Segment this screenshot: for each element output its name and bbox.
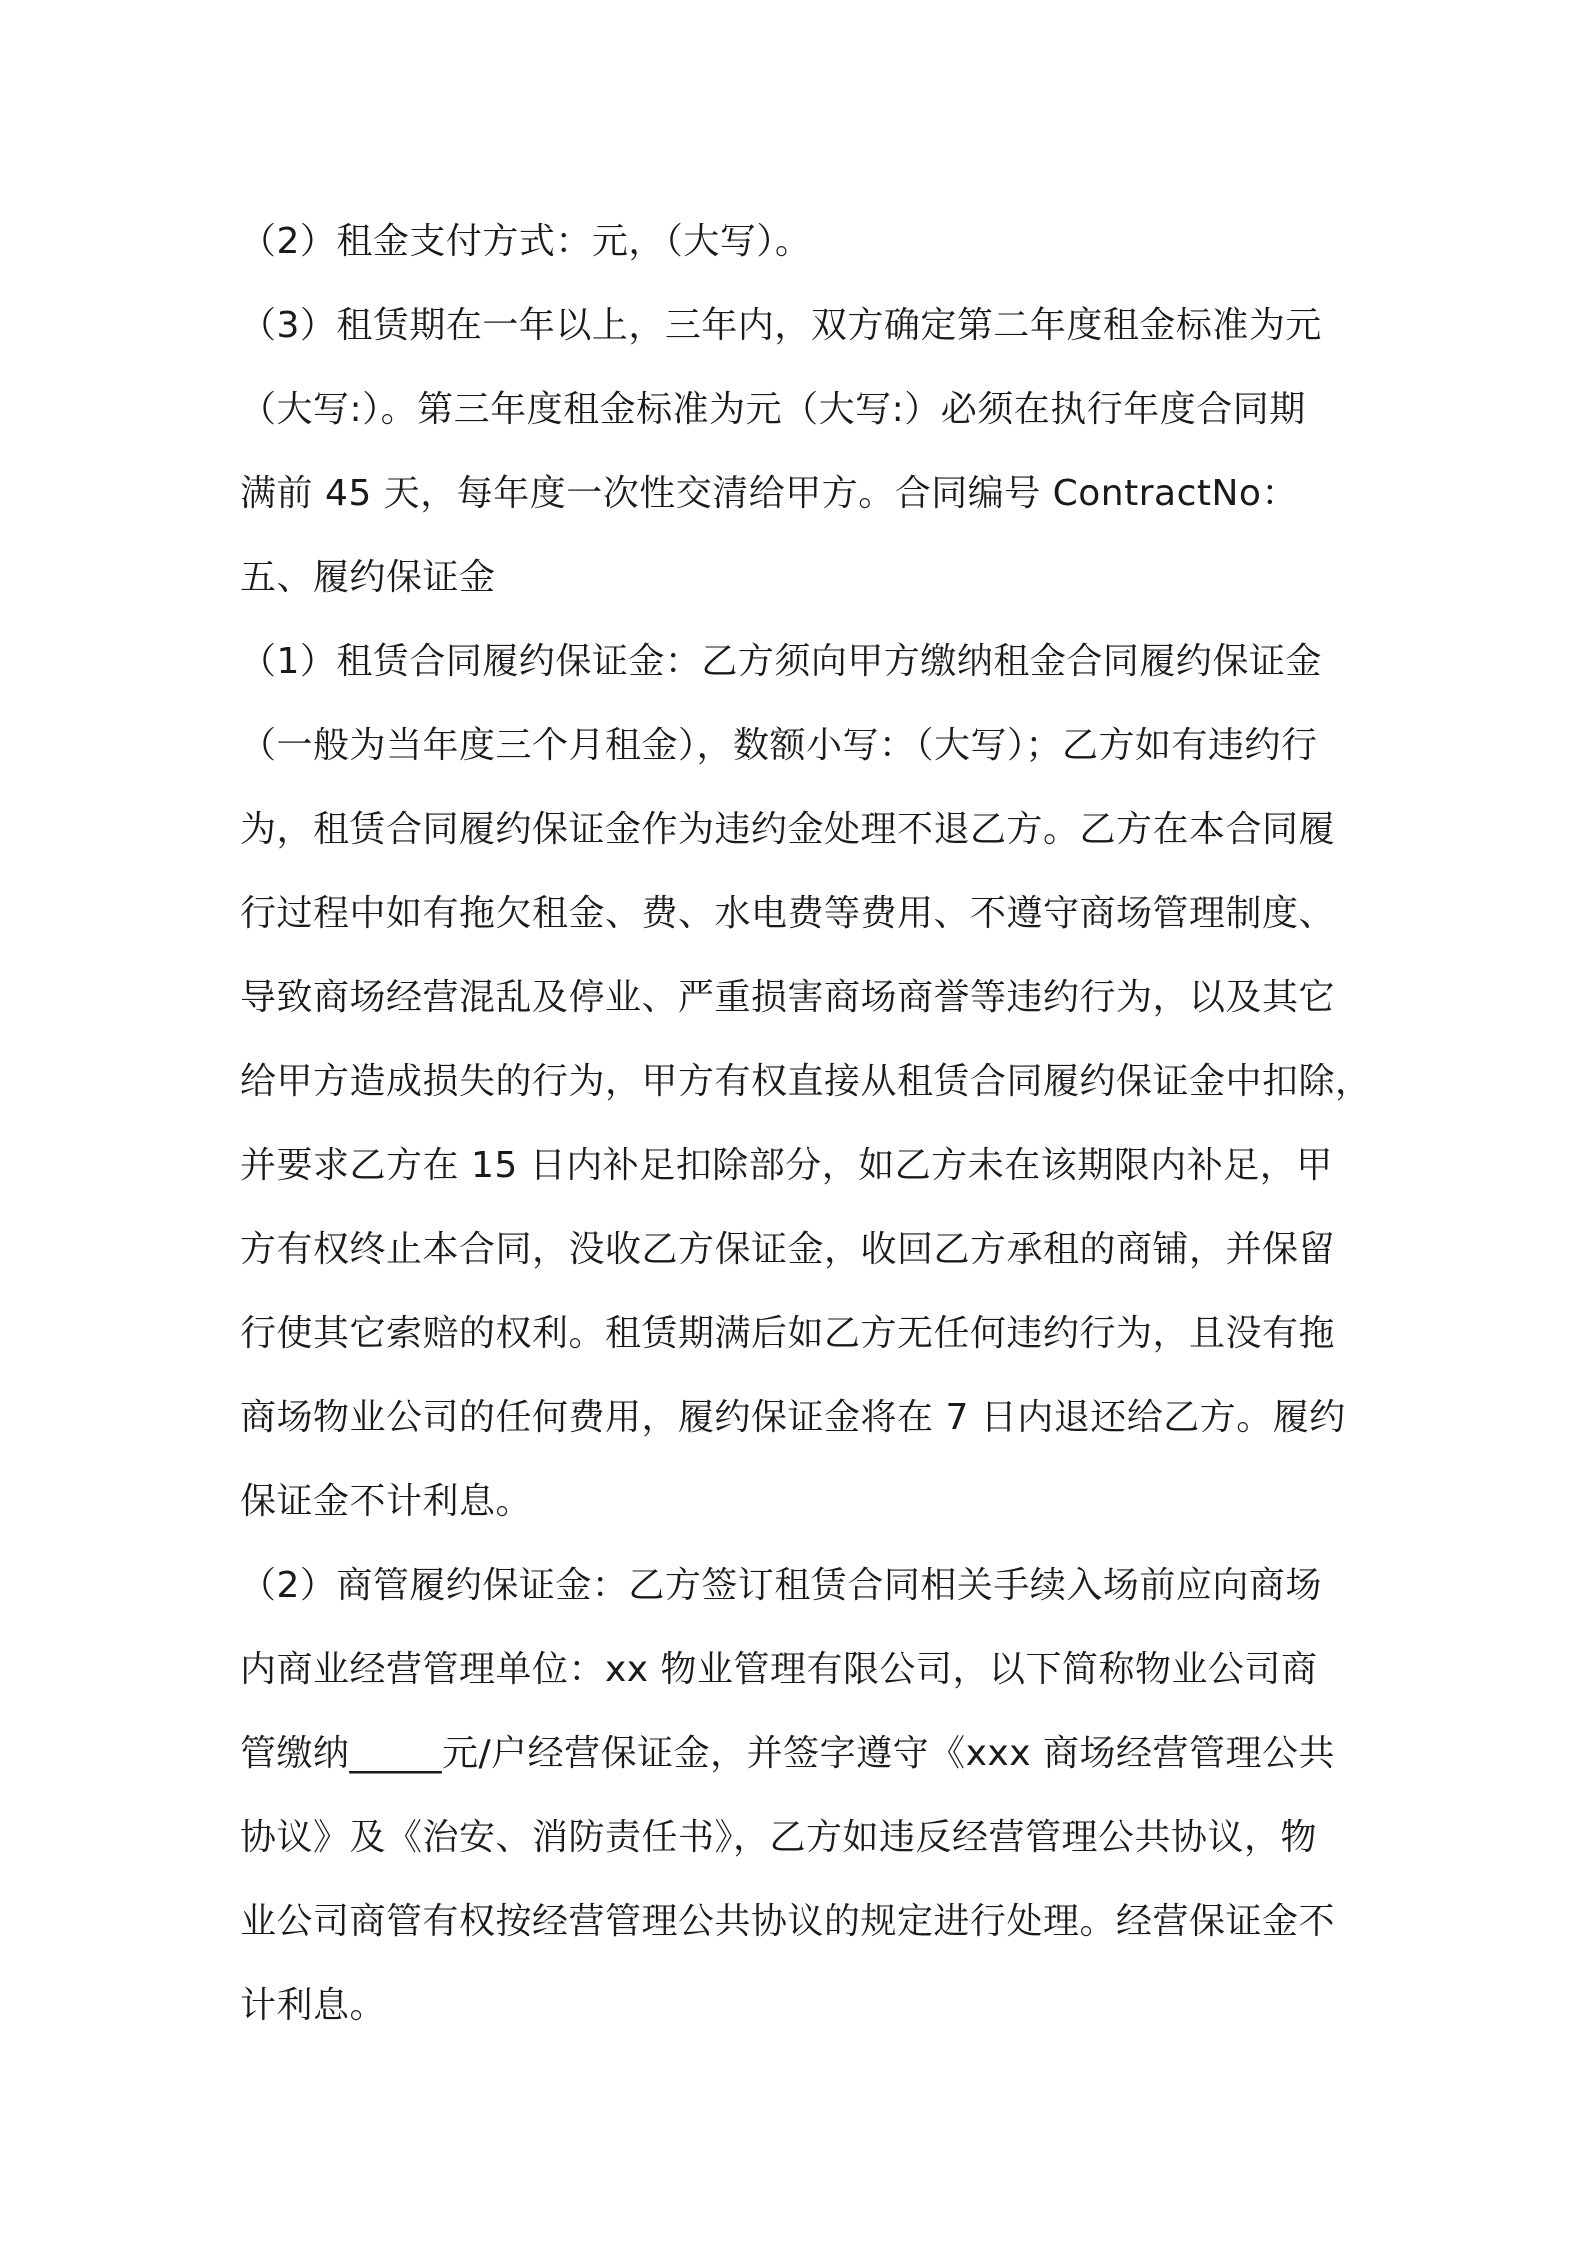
text-line-deposit: （1）租赁合同履约保证金：乙方须向甲方缴纳租金合同履约保证金 <box>240 641 1322 682</box>
text-line: 导致商场经营混乱及停业、严重损害商场商誉等违约行为，以及其它 <box>240 977 1336 1018</box>
text-line: 计利息。 <box>240 1985 387 2026</box>
text-line: 协议》及《治安、消防责任书》，乙方如违反经营管理公共协议，物 <box>240 1817 1318 1858</box>
text-line: 商场物业公司的任何费用，履约保证金将在 7 日内退还给乙方。履约 <box>240 1397 1346 1438</box>
text-line: 保证金不计利息。 <box>240 1481 533 1522</box>
contract-text <box>240 200 1372 2048</box>
text-line: 内商业经营管理单位：xx 物业管理有限公司，以下简称物业公司商 <box>240 1649 1318 1690</box>
text-line: 满前 45 天，每年度一次性交清给甲方。合同编号 ContractNo： <box>240 473 1298 514</box>
text-line: 为，租赁合同履约保证金作为违约金处理不退乙方。乙方在本合同履 <box>240 809 1336 850</box>
text-line: 行使其它索赔的权利。租赁期满后如乙方无任何违约行为，且没有拖 <box>240 1313 1336 1354</box>
text-line: （大写:）。第三年度租金标准为元（大写:）必须在执行年度合同期 <box>240 389 1306 430</box>
text-line-lease-term: （3）租赁期在一年以上，三年内，双方确定第二年度租金标准为元 <box>240 305 1322 346</box>
section-heading: 五、履约保证金 <box>240 557 496 598</box>
text-line-rent-payment: （2）租金支付方式：元，（大写）。 <box>240 221 812 262</box>
text-line: 方有权终止本合同，没收乙方保证金，收回乙方承租的商铺，并保留 <box>240 1229 1336 1270</box>
text-line: （一般为当年度三个月租金），数额小写：（大写）；乙方如有违约行 <box>240 725 1318 766</box>
text-line: 业公司商管有权按经营管理公共协议的规定进行处理。经营保证金不 <box>240 1901 1336 1942</box>
text-line: 给甲方造成损失的行为，甲方有权直接从租赁合同履约保证金中扣除， <box>240 1061 1372 1102</box>
text-line-management-deposit: （2）商管履约保证金：乙方签订租赁合同相关手续入场前应向商场 <box>240 1565 1322 1606</box>
text-line: 管缴纳_____元/户经营保证金，并签字遵守《xxx 商场经营管理公共 <box>240 1733 1335 1774</box>
text-line: 并要求乙方在 15 日内补足扣除部分，如乙方未在该期限内补足，甲 <box>240 1145 1333 1186</box>
text-line: 行过程中如有拖欠租金、费、水电费等费用、不遵守商场管理制度、 <box>240 893 1336 934</box>
